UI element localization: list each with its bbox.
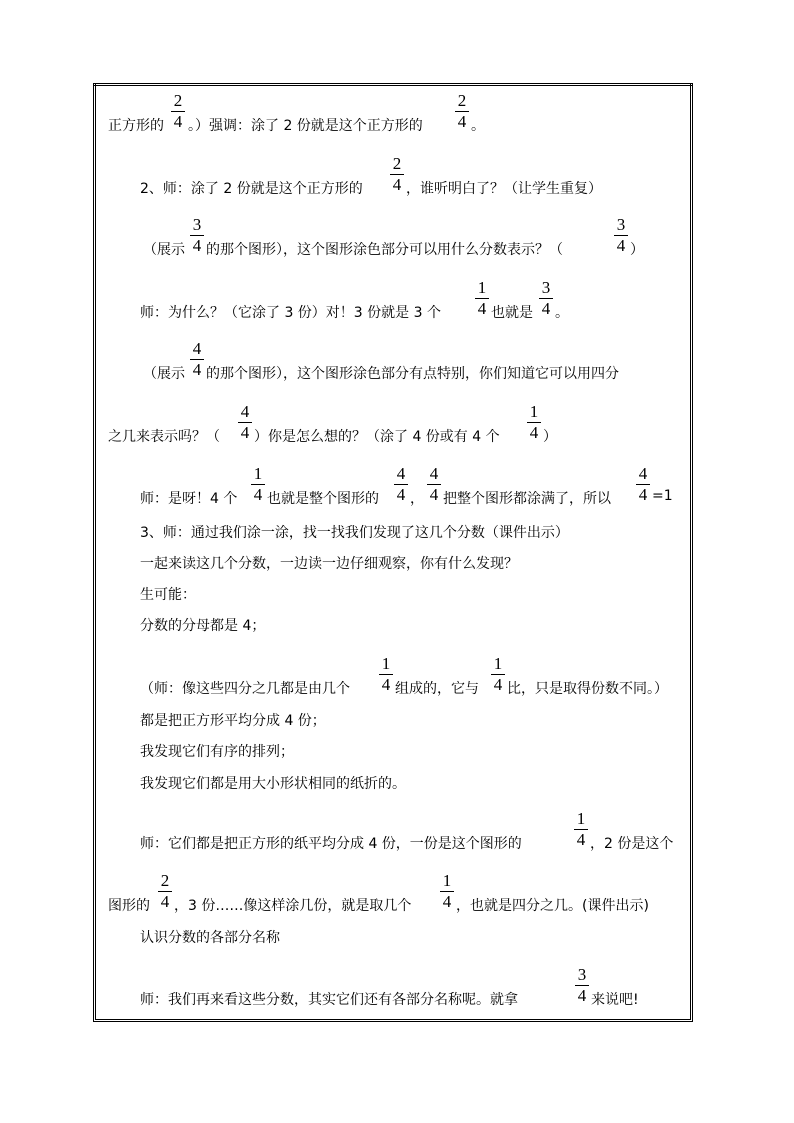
text-segment: 分数的分母都是 4； <box>140 618 266 634</box>
fraction-numerator: 1 <box>529 402 539 421</box>
text-segment: ） <box>543 429 557 445</box>
text-segment: 3、师：通过我们涂一涂，找一找我们发现了这几个分数（课件出示） <box>140 525 569 541</box>
fraction <box>636 465 650 504</box>
frame-top-rule <box>93 83 693 86</box>
fraction-denominator: 4 <box>381 675 391 694</box>
fraction-numerator: 2 <box>160 871 170 890</box>
text-segment: 认识分数的各部分名称 <box>140 930 280 946</box>
fraction <box>614 216 628 255</box>
fraction-denominator: 4 <box>541 299 551 318</box>
fraction <box>527 403 541 442</box>
fraction-numerator: 4 <box>429 464 439 483</box>
fraction-numerator: 4 <box>396 464 406 483</box>
fraction <box>379 655 393 694</box>
text-segment: 师：它们都是把正方形的纸平均分成 4 份，一份是这个图形的 <box>140 836 522 852</box>
fraction-numerator: 3 <box>192 215 202 234</box>
fraction-denominator: 4 <box>429 485 439 504</box>
fraction-numerator: 4 <box>638 464 648 483</box>
text-segment: =1 <box>652 488 673 504</box>
fraction <box>171 92 185 131</box>
text-segment: 我发现它们都是用大小形状相同的纸折的。 <box>140 776 406 792</box>
text-segment: 图形的 <box>108 898 150 914</box>
text-segment: （师：像这些四分之几都是由几个 <box>140 681 350 697</box>
fraction-numerator: 1 <box>442 871 452 890</box>
fraction-denominator: 4 <box>638 485 648 504</box>
text-segment: 之几来表示吗？（ <box>108 429 220 445</box>
text-segment: 也就是 <box>491 305 533 321</box>
text-segment: （展示 <box>143 366 185 382</box>
fraction-denominator: 4 <box>192 236 202 255</box>
text-segment: ，2 份是这个 <box>590 836 674 852</box>
fraction <box>190 216 204 255</box>
text-segment: 正方形的 <box>108 118 164 134</box>
text-segment: 师：我们再来看这些分数，其实它们还有各部分名称呢。就拿 <box>140 992 518 1008</box>
fraction-numerator: 3 <box>577 965 587 984</box>
text-segment: ，也就是四分之几。(课件出示) <box>456 898 649 914</box>
text-segment: ）你是怎么想的？（涂了 4 份或有 4 个 <box>254 429 500 445</box>
text-segment: 组成的，它与 <box>395 681 479 697</box>
fraction-denominator: 4 <box>477 299 487 318</box>
text-segment: 生可能： <box>140 587 196 603</box>
fraction-numerator: 2 <box>173 91 183 110</box>
fraction-denominator: 4 <box>493 675 503 694</box>
text-segment: 一起来读这几个分数，一边读一边仔细观察，你有什么发现？ <box>140 556 518 572</box>
text-segment: 也就是整个图形的 <box>267 491 379 507</box>
text-segment: 。 <box>555 305 569 321</box>
fraction <box>475 279 489 318</box>
fraction <box>427 465 441 504</box>
fraction-denominator: 4 <box>253 485 263 504</box>
text-segment: 师：为什么？（它涂了 3 份）对！3 份就是 3 个 <box>140 305 441 321</box>
text-segment: ，谁听明白了？（让学生重复） <box>406 181 602 197</box>
fraction <box>539 279 553 318</box>
fraction-numerator: 3 <box>616 215 626 234</box>
fraction <box>394 465 408 504</box>
fraction-denominator: 4 <box>529 423 539 442</box>
fraction-denominator: 4 <box>240 423 250 442</box>
fraction <box>238 403 252 442</box>
text-segment: 比，只是取得份数不同。） <box>507 681 668 697</box>
fraction <box>574 810 588 849</box>
text-segment: （展示 <box>143 242 185 258</box>
text-segment: 2、师：涂了 2 份就是这个正方形的 <box>140 181 363 197</box>
fraction-denominator: 4 <box>457 112 467 131</box>
fraction <box>251 465 265 504</box>
text-segment: ） <box>630 242 644 258</box>
fraction <box>190 340 204 379</box>
text-segment: 都是把正方形平均分成 4 份； <box>140 713 326 729</box>
text-segment: ， <box>410 491 424 507</box>
fraction <box>491 655 505 694</box>
fraction-numerator: 1 <box>477 278 487 297</box>
fraction-numerator: 2 <box>457 91 467 110</box>
fraction-denominator: 4 <box>173 112 183 131</box>
text-segment: 把整个图形都涂满了，所以 <box>443 491 611 507</box>
fraction-numerator: 1 <box>381 654 391 673</box>
text-segment: 的那个图形），这个图形涂色部分可以用什么分数表示？（ <box>206 242 563 258</box>
fraction-numerator: 1 <box>576 809 586 828</box>
fraction-denominator: 4 <box>160 892 170 911</box>
fraction-numerator: 4 <box>192 339 202 358</box>
text-segment: ，3 份……像这样涂几份，就是取几个 <box>174 898 412 914</box>
text-segment: 来说吧! <box>591 992 639 1008</box>
fraction-denominator: 4 <box>192 360 202 379</box>
text-segment: 师：是呀！4 个 <box>140 491 238 507</box>
text-segment: 我发现它们有序的排列； <box>140 744 294 760</box>
fraction-numerator: 1 <box>493 654 503 673</box>
fraction <box>455 92 469 131</box>
fraction-denominator: 4 <box>576 830 586 849</box>
fraction-numerator: 4 <box>240 402 250 421</box>
fraction-denominator: 4 <box>396 485 406 504</box>
fraction-denominator: 4 <box>442 892 452 911</box>
fraction <box>390 155 404 194</box>
fraction <box>158 872 172 911</box>
fraction-denominator: 4 <box>577 986 587 1005</box>
text-segment: 。 <box>471 118 485 134</box>
fraction-denominator: 4 <box>392 175 402 194</box>
fraction <box>575 966 589 1005</box>
fraction-numerator: 1 <box>253 464 263 483</box>
text-segment: 。）强调：涂了 2 份就是这个正方形的 <box>188 118 423 134</box>
fraction-denominator: 4 <box>616 236 626 255</box>
fraction-numerator: 3 <box>541 278 551 297</box>
text-segment: 的那个图形），这个图形涂色部分有点特别，你们知道它可以用四分 <box>206 366 619 382</box>
fraction-numerator: 2 <box>392 154 402 173</box>
fraction <box>440 872 454 911</box>
